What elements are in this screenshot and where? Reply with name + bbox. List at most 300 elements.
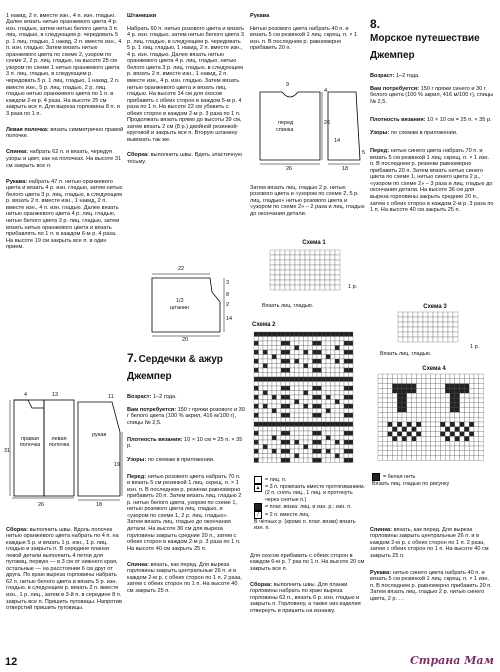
schema-2-cell <box>349 386 354 391</box>
schema-2-cell <box>349 409 354 414</box>
schema-1-cell <box>275 265 280 270</box>
schema-1-cell <box>330 260 335 265</box>
schema-1-cell <box>335 265 340 270</box>
schema-4-cell <box>431 384 436 389</box>
schema-4-cell <box>388 374 393 379</box>
schema-4-cell <box>445 374 450 379</box>
schema-4-cell <box>455 451 460 456</box>
schema-4-cell <box>431 379 436 384</box>
schema-1-cell <box>290 255 295 260</box>
pants-dim-d: 14 <box>226 316 233 322</box>
schema-2-cell <box>349 364 354 369</box>
schema-2-cell <box>340 391 345 396</box>
schema-2-cell <box>272 409 277 414</box>
schema-2-cell <box>331 422 336 427</box>
s8-age-val: 1–2 года. <box>394 72 420 79</box>
schema-2-cell <box>299 431 304 436</box>
s8-density-label: Плотность вязания: <box>370 117 426 124</box>
schema-4-cell <box>460 398 465 403</box>
schema-2-cell <box>313 355 318 360</box>
schema-4-cell <box>460 446 465 451</box>
schema-4-cell <box>416 408 421 413</box>
schema-2-cell <box>295 449 300 454</box>
schema-3-cell <box>403 327 408 332</box>
schema-4-cell <box>479 427 484 432</box>
schema-2-cell <box>304 337 309 342</box>
schema-2-cell <box>349 359 354 364</box>
schema-4-cell <box>421 451 426 456</box>
schema-2-cell <box>349 431 354 436</box>
schema-2-cell <box>254 373 259 378</box>
schema-3-title: Схема 3 <box>423 304 447 310</box>
schema-2-cell <box>331 440 336 445</box>
schema-2-cell <box>254 346 259 351</box>
schema-2-cell <box>277 440 282 445</box>
schema-2-cell <box>254 377 259 382</box>
s7-assembly-label: Сборка: <box>250 581 273 588</box>
schema-2-cell <box>308 355 313 360</box>
schema-2-cell <box>299 337 304 342</box>
schema-4-cell <box>412 422 417 427</box>
schema-2-cell <box>254 395 259 400</box>
schema-3-cell <box>443 332 448 337</box>
schema-4-cell <box>421 398 426 403</box>
schema-4-cell <box>450 403 455 408</box>
schema-2-cell <box>304 373 309 378</box>
schema-2-cell <box>344 382 349 387</box>
schema-1-cell <box>305 260 310 265</box>
schema-4-cell <box>392 408 397 413</box>
schema-4-cell <box>455 432 460 437</box>
legend-knit: = лиц. п. <box>254 476 366 484</box>
schema-3-cell <box>413 317 418 322</box>
schema-4-cell <box>450 388 455 393</box>
schema-2-cell <box>331 427 336 432</box>
schema-4-cell <box>455 393 460 398</box>
schema-4-cell <box>436 436 441 441</box>
schema-4-cell <box>388 417 393 422</box>
schema-2-cell <box>295 422 300 427</box>
schema-1-cell <box>270 285 275 290</box>
schema-4-cell <box>416 393 421 398</box>
schema-4-cell <box>402 384 407 389</box>
schema-2-cell <box>268 431 273 436</box>
schema-2-cell <box>340 373 345 378</box>
schema-2-cell <box>290 341 295 346</box>
schema-2-cell <box>308 449 313 454</box>
schema-2-cell <box>304 422 309 427</box>
schema-1-cell <box>275 280 280 285</box>
schema-4-cell <box>421 403 426 408</box>
schema-4-cell <box>431 446 436 451</box>
s8-front-val: нитью синего цвета набрать 70 п. и вязать 5 см резинкой 1 лиц. скрещ. п. × 1 изн. п. В последнем р. резинки равномерно прибавить 20 п. Затем вязать нитью синего цвета по схеме 1, нитью синего цвета 2 р., «узором по схеме 2» – 3 раза и лиц. гладью до окончания детали. На высоте 36 см для выреза горловины закрыть средние 20 п., затем с обеих сторон в каждом 2-м р. 3 раза по 1 п. На высоте 40 см закрыть 25 п. <box>370 148 494 214</box>
schema-2-cell <box>290 364 295 369</box>
schema-2-cell <box>254 391 259 396</box>
schema-2-cell <box>290 382 295 387</box>
schema-2-cell <box>331 382 336 387</box>
schema-2-cell <box>277 337 282 342</box>
schema-2-cell <box>295 377 300 382</box>
schema-4-cell <box>402 446 407 451</box>
schema-1-cell <box>320 280 325 285</box>
schema-1-cell <box>275 255 280 260</box>
schema-2-cell <box>263 337 268 342</box>
schema-4-cell <box>426 417 431 422</box>
schema-4-cell <box>431 393 436 398</box>
schema-2-cell <box>335 382 340 387</box>
schema-2-cell <box>331 409 336 414</box>
schema-3-cell <box>428 332 433 337</box>
schema-4-cell <box>397 384 402 389</box>
schema-3-cell <box>408 312 413 317</box>
schema-2-cell <box>277 413 282 418</box>
schema-2-cell <box>322 454 327 459</box>
schema-3-cell <box>408 327 413 332</box>
schema-4-cell <box>431 422 436 427</box>
schema-1 <box>262 240 366 320</box>
schema-2-cell <box>277 359 282 364</box>
schema-2-cell <box>263 368 268 373</box>
schema-4-cell <box>436 379 441 384</box>
schema-2-cell <box>344 458 349 463</box>
schema-3-cell <box>413 337 418 342</box>
schema-2-cell <box>286 346 291 351</box>
dim-a: 4 <box>24 392 28 398</box>
schema-2-cell <box>304 449 309 454</box>
schema-2-cell <box>277 395 282 400</box>
schema-4-cell <box>440 427 445 432</box>
schema-2-cell <box>340 346 345 351</box>
schema-3-cell <box>433 317 438 322</box>
schema-2-cell <box>308 341 313 346</box>
schema-2-cell <box>263 431 268 436</box>
schema-4-cell <box>426 379 431 384</box>
schema-2-cell <box>340 413 345 418</box>
schema-2-cell <box>295 332 300 337</box>
schema-2-cell <box>308 395 313 400</box>
schema-1-cell <box>335 285 340 290</box>
schema-4-cell <box>397 427 402 432</box>
schema-1-cell <box>305 280 310 285</box>
schema-2-cell <box>304 427 309 432</box>
schema-4-cell <box>450 446 455 451</box>
schema-3-cell <box>453 327 458 332</box>
sleeves-text: набрать 47 п. нитью оранжевого цвета и вязать 4 р. изн. гладью, затем нитью белого цвета 3 р. лиц. гладью, в следующем р. вязать 2 п. вместе изн., 1 накид, 2 п. вместе изн., 4 п. изн. гладью. Далее вязать нитью оранжевого цвета 4 р. лиц. гладью, нитью белого цвета 3 р. лиц. гладью, затем вязать нитью оранжевого цвета и вязать прибавлять по 1 п. в каждом 6-м р. 4 раза. На высоте 19 см закрыть все п. в один прием. <box>6 178 123 251</box>
back-text: набрать 62 п. и вязать, чередуя узоры и цвет, как на полочках. На высоте 31 см закрыть все п. <box>6 149 122 169</box>
schema-4-cell <box>388 456 393 461</box>
schema-4-cell <box>412 456 417 461</box>
schema-4-cell <box>402 422 407 427</box>
schema-2-cell <box>335 355 340 360</box>
schema-3-cell <box>438 322 443 327</box>
schema-2-cell <box>268 386 273 391</box>
schema-4-cell <box>474 432 479 437</box>
schema-4-cell <box>479 441 484 446</box>
schema-2-cell <box>299 332 304 337</box>
schema-4-cell <box>460 432 465 437</box>
schema-4-cell <box>412 398 417 403</box>
schema-1-cell <box>280 280 285 285</box>
schema-2-cell <box>281 409 286 414</box>
assembly-text: выполнить швы. Вдоль полочек нитью оранжевого цвета набрать по 4 п. на каждые 5 р. и вязать 1 р. изн., 1 р. лиц. гладью и закрыть п. В середине планки левой детали выполнить 4 петли для пуговиц, первую — в 3 см от нижнего края, остальные — на расстоянии 6 см друг от друга. По краю выреза горловины набрать 62 п. нитью белого цвета и вязать 5 р. изн. гладью, в следующем р. вязать 2 п. вместе изн., 1 р. лиц., затем в 3-й п. в середине 8 п. закрыть все п. Пришить пуговицы. Напротив отверстий пришить пуговицы. <box>6 526 122 612</box>
schema-2-cell <box>259 436 264 441</box>
schema-2-cell <box>313 386 318 391</box>
schema-4-cell <box>388 412 393 417</box>
schema-1-cell <box>325 275 330 280</box>
schema-2-cell <box>335 422 340 427</box>
schema-2-cell <box>268 391 273 396</box>
schema-2-cell <box>326 431 331 436</box>
schema-4-cell <box>426 446 431 451</box>
schema-2-cell <box>304 391 309 396</box>
schema-2-cell <box>268 458 273 463</box>
schema-2-cell <box>304 454 309 459</box>
schema-4-cell <box>412 403 417 408</box>
schema-4-cell <box>450 393 455 398</box>
schema-3-cell <box>403 332 408 337</box>
schema-2-cell <box>272 350 277 355</box>
schema-2-cell <box>268 436 273 441</box>
schema-1-cell <box>310 275 315 280</box>
schema-2-cell <box>317 391 322 396</box>
schema-2-cell <box>308 422 313 427</box>
schema-4-cell <box>407 379 412 384</box>
legend-note: В чётных р. (кроме п. плат. вязки) вязать изн. п. <box>254 518 356 532</box>
schema-4-cell <box>388 393 393 398</box>
schema-3-cell <box>433 322 438 327</box>
schema-2-cell <box>331 449 336 454</box>
schema-2-cell <box>313 413 318 418</box>
schema-4-cell <box>426 451 431 456</box>
schema-2-cell <box>322 400 327 405</box>
schema-2-cell <box>304 445 309 450</box>
schema-4-cell <box>460 374 465 379</box>
schema-2-cell <box>281 373 286 378</box>
schema-2-cell <box>299 427 304 432</box>
schema-2-cell <box>326 454 331 459</box>
schema-2-cell <box>268 440 273 445</box>
schema-2-cell <box>317 400 322 405</box>
schema-4-cell <box>445 403 450 408</box>
s8-patterns-label: Узоры: <box>370 130 390 137</box>
schema-2-cell <box>326 427 331 432</box>
schema-2-cell <box>281 404 286 409</box>
schema-4-cell <box>378 417 383 422</box>
pants-assembly-text: выполнить швы. Вдеть эластичную тесьму. <box>127 152 243 165</box>
schema-4-cell <box>450 441 455 446</box>
schema-3-cell <box>448 327 453 332</box>
schema-2-cell <box>299 440 304 445</box>
schema-2-cell <box>317 431 322 436</box>
schema-4-cell <box>412 446 417 451</box>
schema-2-cell <box>268 400 273 405</box>
schema-2-cell <box>268 346 273 351</box>
schema-2-cell <box>331 346 336 351</box>
schema-4-cell <box>450 422 455 427</box>
schema-2-cell <box>290 418 295 423</box>
schema-2-cell <box>349 454 354 459</box>
schema-4-cell <box>383 374 388 379</box>
schema-4-cell <box>388 427 393 432</box>
schema-2-cell <box>349 341 354 346</box>
schema-3-cell <box>413 332 418 337</box>
schema-4-cell <box>412 374 417 379</box>
schema-2-cell <box>331 337 336 342</box>
schema-4-cell <box>464 379 469 384</box>
schema-4-cell <box>421 412 426 417</box>
schema-2-cell <box>335 400 340 405</box>
schema-4-cell <box>421 427 426 432</box>
column-3-text3 <box>250 546 367 614</box>
schema-4-cell <box>407 388 412 393</box>
schema-4-cell <box>464 408 469 413</box>
schema-4-cell <box>464 436 469 441</box>
schema-4-cell <box>378 388 383 393</box>
schema-2-cell <box>304 350 309 355</box>
schema-2-cell <box>304 377 309 382</box>
schema-2-cell <box>344 332 349 337</box>
schema-2-cell <box>326 440 331 445</box>
dim-b: 13 <box>52 392 59 398</box>
schema-1-cell <box>315 250 320 255</box>
schema-2-cell <box>290 395 295 400</box>
schema-2-cell <box>299 449 304 454</box>
schema-4-cell <box>440 456 445 461</box>
schema-2-cell <box>349 332 354 337</box>
schema-4-cell <box>445 441 450 446</box>
schema-2-cell <box>254 418 259 423</box>
schema-1-cell <box>300 275 305 280</box>
schema-4-cell <box>378 427 383 432</box>
schema-2-cell <box>299 386 304 391</box>
schema-2-cell <box>268 341 273 346</box>
schema-4-cell <box>431 456 436 461</box>
s7-sleeves-title: Рукава <box>250 12 270 19</box>
schema-2-cell <box>304 355 309 360</box>
schema-2-cell <box>268 454 273 459</box>
schema-2-cell <box>308 373 313 378</box>
schema-2-cell <box>304 404 309 409</box>
sweater-dim-right: 4 <box>324 88 328 94</box>
schema-4-cell <box>455 398 460 403</box>
schema-2-cell <box>331 395 336 400</box>
schema-4-cell <box>469 432 474 437</box>
schema-4-cell <box>474 417 479 422</box>
schema-2-cell <box>272 413 277 418</box>
schema-3-cell <box>403 317 408 322</box>
schema-4-cell <box>460 441 465 446</box>
schema-2-cell <box>322 391 327 396</box>
schema-2-cell <box>335 458 340 463</box>
schema-4-cell <box>445 417 450 422</box>
schema-1-cell <box>325 255 330 260</box>
schema-2-cell <box>313 373 318 378</box>
schema-4-cell <box>450 427 455 432</box>
schema-2-cell <box>344 341 349 346</box>
schema-4-cell <box>479 408 484 413</box>
schema-2-cell <box>281 337 286 342</box>
schema-4-cell <box>426 393 431 398</box>
schema-4-cell <box>445 451 450 456</box>
schema-2-cell <box>340 332 345 337</box>
schema-4-cell <box>450 436 455 441</box>
schema-4-cell <box>397 417 402 422</box>
schema-2-cell <box>326 359 331 364</box>
schema-2-cell <box>268 382 273 387</box>
schema-2-cell <box>344 413 349 418</box>
schema-4-cell <box>421 456 426 461</box>
schema-4-cell <box>397 374 402 379</box>
schema-2-cell <box>331 341 336 346</box>
schema-3-cell <box>398 337 403 342</box>
schema-4-cell <box>474 451 479 456</box>
schema-2-cell <box>268 355 273 360</box>
schema-2-cell <box>299 436 304 441</box>
schema-2-cell <box>259 377 264 382</box>
schema-4-cell <box>431 451 436 456</box>
schema-4-cell <box>421 408 426 413</box>
column-1 <box>6 6 124 251</box>
schema-2-cell <box>295 359 300 364</box>
s7-materials-label: Вам потребуется: <box>127 406 177 413</box>
schema-1-caption: Вязать лиц. гладью. <box>262 303 314 309</box>
schema-4-cell <box>378 393 383 398</box>
schema-2-cell <box>295 436 300 441</box>
schema-2-cell <box>281 386 286 391</box>
schema-2-cell <box>290 404 295 409</box>
schema-1-cell <box>290 280 295 285</box>
schema-3-cell <box>453 337 458 342</box>
schema-2-cell <box>254 458 259 463</box>
schema-2-cell <box>268 373 273 378</box>
pants-dim-top: 22 <box>178 266 185 272</box>
schema-2-cell <box>263 449 268 454</box>
schema-2-cell <box>268 418 273 423</box>
schema-2-cell <box>263 341 268 346</box>
schema-1-cell <box>310 250 315 255</box>
schema-4-cell <box>383 384 388 389</box>
schema-2-cell <box>304 359 309 364</box>
schema-2-cell <box>340 359 345 364</box>
schema-2-cell <box>331 350 336 355</box>
schema-2-cell <box>299 355 304 360</box>
schema-2-cell <box>286 332 291 337</box>
schema-2-cell <box>308 454 313 459</box>
schema-2-cell <box>340 400 345 405</box>
schema-2-cell <box>322 449 327 454</box>
schema-2-cell <box>344 436 349 441</box>
s7-front-label: Перед: <box>127 473 147 480</box>
schema-2-cell <box>268 427 273 432</box>
schema-2-cell <box>272 346 277 351</box>
schema-2-cell <box>295 431 300 436</box>
schema-1-cell <box>320 275 325 280</box>
schema-4-cell <box>407 446 412 451</box>
schema-2-cell <box>295 454 300 459</box>
schema-2-cell <box>259 368 264 373</box>
schema-2-cell <box>349 449 354 454</box>
schema-1-cell <box>320 270 325 275</box>
schema-4-cell <box>426 388 431 393</box>
left-shelf-text: вязать симметрично правой полочке. <box>6 126 124 140</box>
schema-4-cell <box>455 403 460 408</box>
schema-2-cell <box>326 404 331 409</box>
schema-4-cell <box>474 412 479 417</box>
schema-4-cell <box>378 374 383 379</box>
schema-4-cell <box>445 422 450 427</box>
schema-4-legend: = белая нить <box>372 473 496 481</box>
schema-1-cell <box>275 260 280 265</box>
